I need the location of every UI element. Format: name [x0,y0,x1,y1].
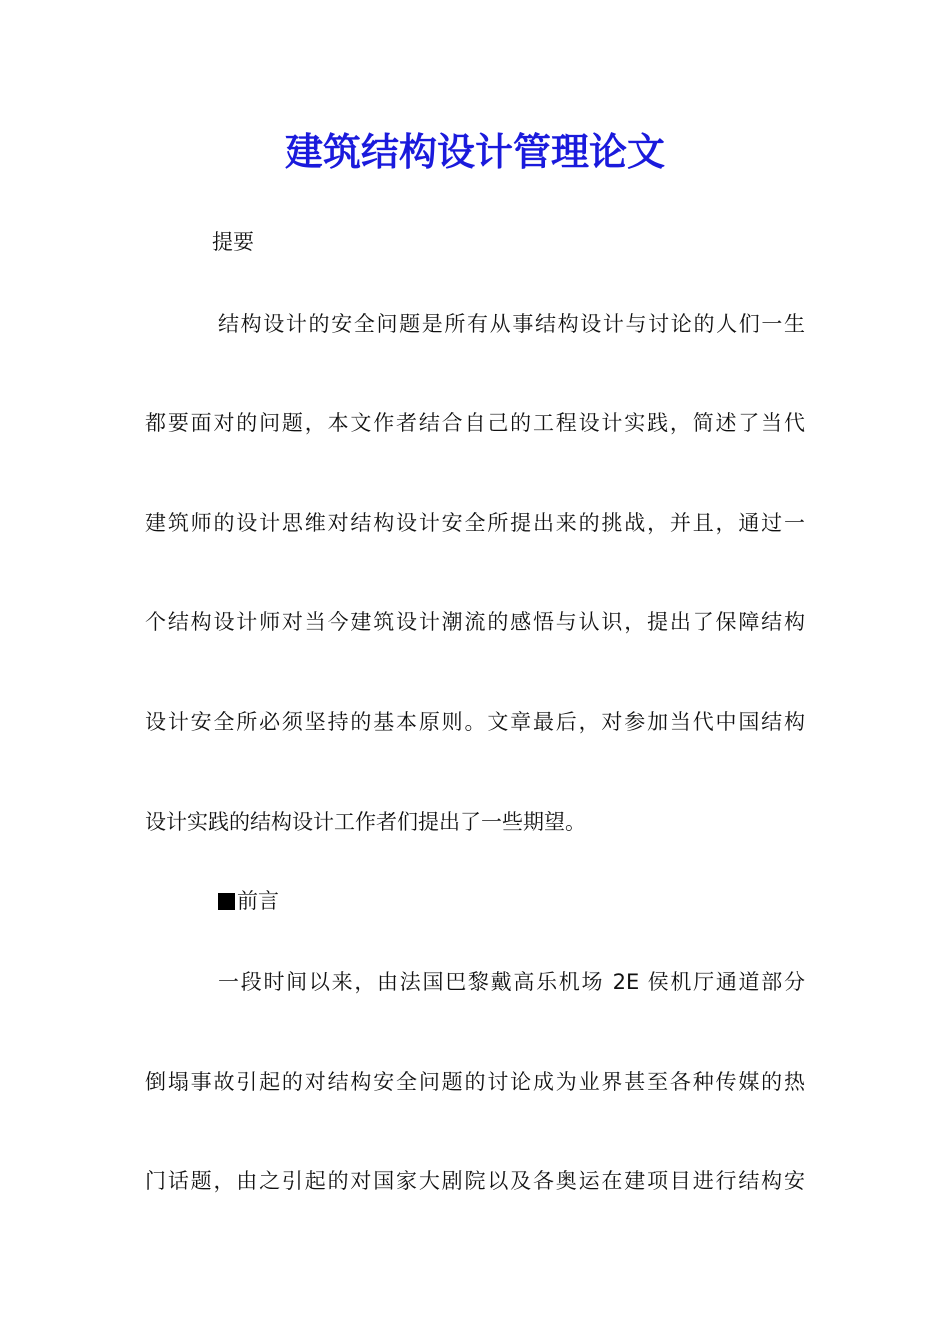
abstract-line: 建筑师的设计思维对结构设计安全所提出来的挑战，并且，通过一 [145,511,805,535]
abstract-line: 设计安全所必须坚持的基本原则。文章最后，对参加当代中国结构 [145,710,805,734]
preface-line: 门话题，由之引起的对国家大剧院以及各奥运在建项目进行结构安 [145,1169,805,1193]
preface-line: 一段时间以来，由法国巴黎戴高乐机场 2E 侯机厅通道部分 [218,970,805,994]
abstract-line: 都要面对的问题，本文作者结合自己的工程设计实践，简述了当代 [145,411,805,435]
preface-line: 倒塌事故引起的对结构安全问题的讨论成为业界甚至各种传媒的热 [145,1070,805,1094]
abstract-line: 设计实践的结构设计工作者们提出了一些期望。 [145,810,586,834]
preface-heading-row [218,886,279,916]
preface-heading: 前言 [237,889,279,913]
abstract-heading: 提要 [212,230,254,254]
abstract-line: 结构设计的安全问题是所有从事结构设计与讨论的人们一生 [218,312,805,336]
abstract-line: 个结构设计师对当今建筑设计潮流的感悟与认识，提出了保障结构 [145,610,805,634]
document-title: 建筑结构设计管理论文 [284,129,665,174]
square-bullet-icon [218,893,235,910]
